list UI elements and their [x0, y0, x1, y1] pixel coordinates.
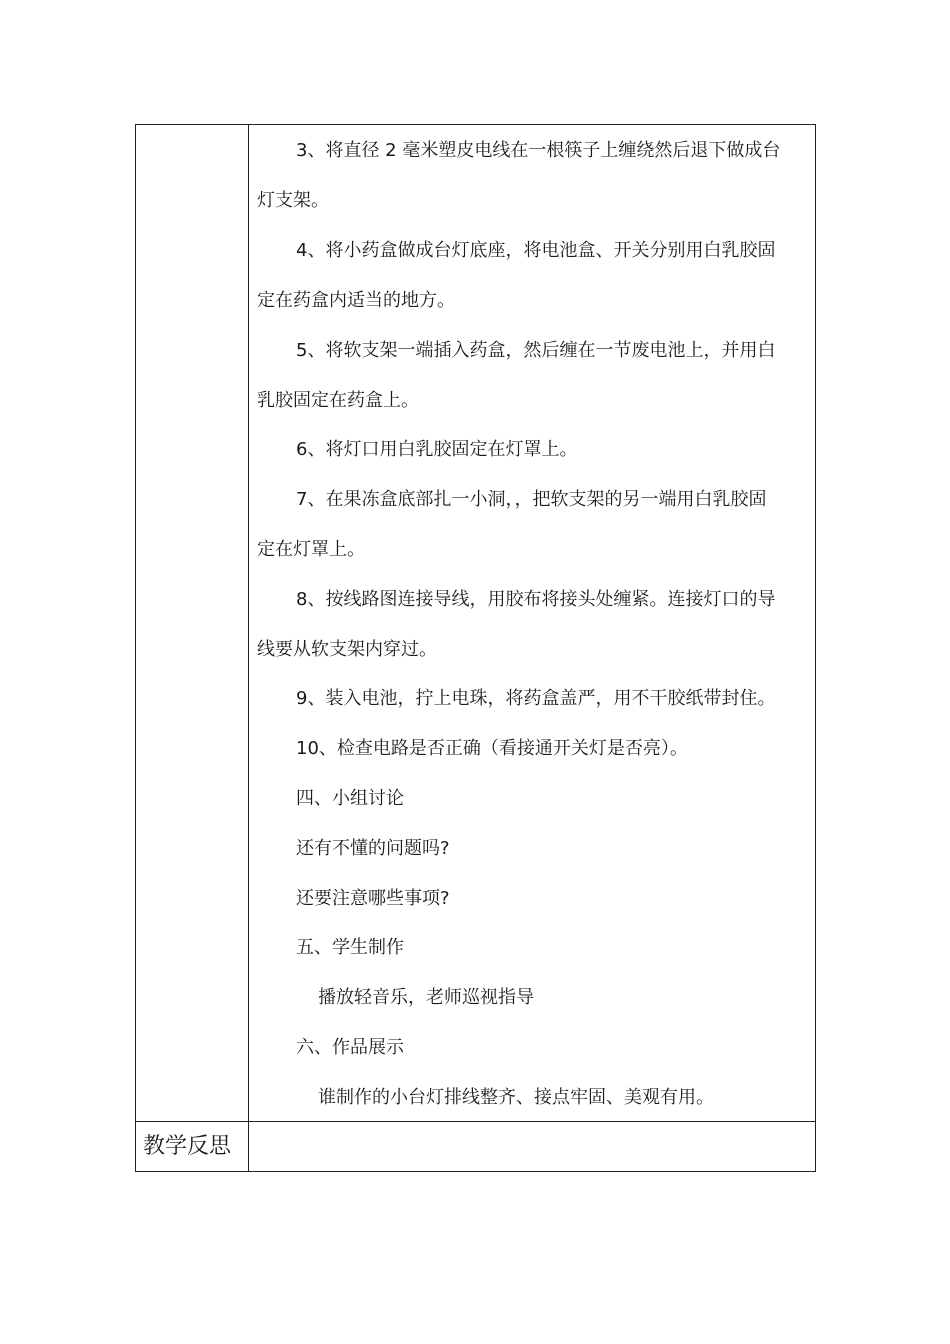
step-9-line: 9、装入电池，拧上电珠，将药盒盖严，用不干胶纸带封住。	[296, 688, 776, 709]
step-8-line-1: 8、按线路图连接导线，用胶布将接头处缠紧。连接灯口的导	[296, 589, 776, 610]
step-8-line-2: 线要从软支架内穿过。	[257, 639, 437, 660]
discussion-question-1: 还有不懂的问题吗?	[296, 838, 450, 859]
section-5-heading: 五、学生制作	[296, 937, 404, 958]
column-divider	[248, 124, 249, 1172]
discussion-question-2: 还要注意哪些事项?	[296, 888, 450, 909]
step-4-line-2: 定在药盒内适当的地方。	[257, 290, 455, 311]
section-6-text: 谁制作的小台灯排线整齐、接点牢固、美观有用。	[318, 1087, 714, 1108]
step-4-line-1: 4、将小药盒做成台灯底座，将电池盒、开关分别用白乳胶固	[296, 240, 776, 261]
step-5-line-2: 乳胶固定在药盒上。	[257, 390, 419, 411]
step-3-line-2: 灯支架。	[257, 190, 329, 211]
step-3-line-1: 3、将直径 2 毫米塑皮电线在一根筷子上缠绕然后退下做成台	[296, 140, 781, 161]
step-7-line-1: 7、在果冻盒底部扎一小洞，，把软支架的另一端用白乳胶固	[296, 489, 767, 510]
reflection-label: 教学反思	[143, 1134, 232, 1159]
step-7-line-2: 定在灯罩上。	[257, 539, 365, 560]
section-4-heading: 四、小组讨论	[296, 788, 404, 809]
lesson-table	[135, 124, 816, 1172]
section-5-text: 播放轻音乐，老师巡视指导	[318, 987, 534, 1008]
step-6-line: 6、将灯口用白乳胶固定在灯罩上。	[296, 439, 578, 460]
step-10-line: 10、检查电路是否正确（看接通开关灯是否亮）。	[296, 738, 688, 759]
row-divider	[135, 1121, 816, 1122]
step-5-line-1: 5、将软支架一端插入药盒，然后缠在一节废电池上，并用白	[296, 340, 776, 361]
section-6-heading: 六、作品展示	[296, 1037, 404, 1058]
